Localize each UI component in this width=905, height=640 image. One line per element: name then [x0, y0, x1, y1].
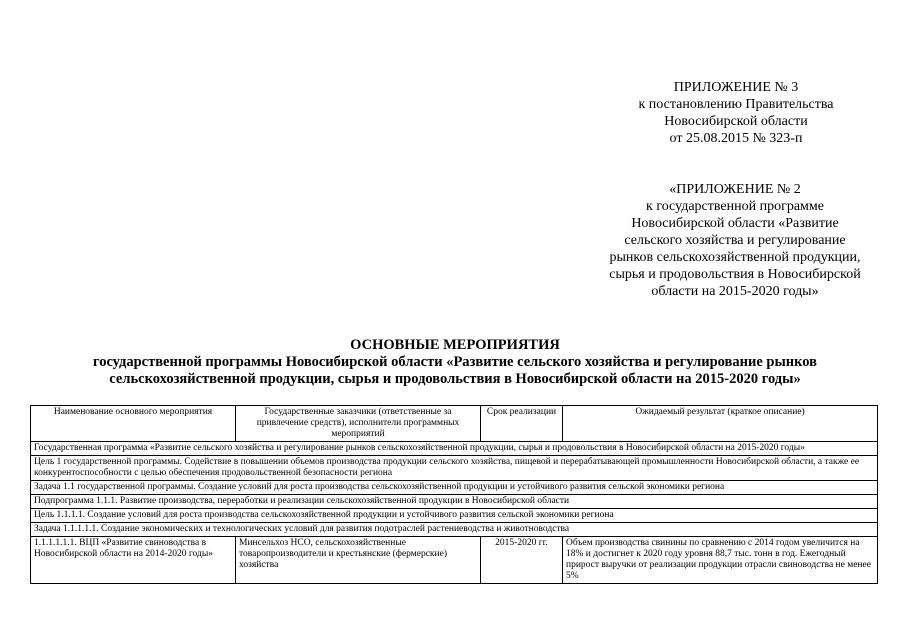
- appendix-3-line: ПРИЛОЖЕНИЕ № 3: [673, 80, 799, 95]
- table-row: [31, 495, 878, 509]
- title-line-2: государственной программы Новосибирской области «Развитие сельского хозяйства и регулирование рынков: [92, 354, 818, 370]
- subprogram-row: Подпрограмма 1.1.1. Развитие производства, переработки и реализации сельскохозяйственной продукции в Новосибирской области: [31, 495, 878, 509]
- program-row: Государственная программа «Развитие сельского хозяйства и регулирование рынков сельскохозяйственной продукции, сырья и продовольствия в Новосибирской области на 2015-2020 годы»: [31, 442, 878, 456]
- activities-table: [30, 405, 878, 584]
- appendix-2-line: к государственной программе: [646, 199, 824, 214]
- appendix-3-header: [600, 79, 872, 147]
- header-expected-result: Ожидаемый результат (краткое описание): [563, 406, 878, 442]
- subgoal-row: Цель 1.1.1.1. Создание условий для роста производства сельскохозяйственной продукции и устойчивого развития сельской экономики региона: [31, 509, 878, 523]
- expected-result-cell: Объем производства свинины по сравнению с 2014 годом увеличится на 18% и достигнет к 2020 году уровня 88,7 тыс. тонн в год. Ежегодный прирост выручки от реализации продукции отрасли свиноводства не менее 5%: [563, 537, 878, 584]
- period-cell: 2015-2020 гг.: [481, 537, 563, 584]
- appendix-2-line: сельского хозяйства и регулирование: [624, 233, 846, 248]
- header-customers: Государственные заказчики (ответственные за привлечение средств), исполнители программных мероприятий: [236, 406, 481, 442]
- appendix-3-line: к постановлению Правительства: [638, 97, 834, 112]
- table-row: [31, 537, 878, 584]
- header-period: Срок реализации: [481, 406, 563, 442]
- table-row: [31, 509, 878, 523]
- subtask-row: Задача 1.1.1.1.1. Создание экономических и технологических условий для развития подотраслей растениеводства и животноводства: [31, 523, 878, 537]
- appendix-2-line: рынков сельскохозяйственной продукции,: [609, 250, 861, 265]
- customers-cell: Минсельхоз НСО, сельскохозяйственные товаропроизводители и крестьянские (фермерские) хозяйства: [236, 537, 481, 584]
- document-title: [40, 337, 870, 388]
- appendix-2-line: сырья и продовольствия в Новосибирской: [609, 267, 861, 282]
- header-activity-name: Наименование основного мероприятия: [31, 406, 236, 442]
- appendix-3-line: от 25.08.2015 № 323-п: [669, 131, 803, 146]
- table-row: [31, 442, 878, 456]
- appendix-2-line: «ПРИЛОЖЕНИЕ № 2: [669, 182, 801, 197]
- title-line-3: сельскохозяйственной продукции, сырья и продовольствия в Новосибирской области на 2015-2020 годы»: [109, 371, 801, 387]
- appendix-3-line: Новосибирской области: [664, 114, 808, 129]
- task-row: Задача 1.1 государственной программы. Создание условий для роста производства сельскохозяйственной продукции и устойчивого развития сельской экономики региона: [31, 481, 878, 495]
- title-line-1: ОСНОВНЫЕ МЕРОПРИЯТИЯ: [350, 337, 560, 353]
- goal-row: Цель 1 государственной программы. Содействие в повышении объемов производства продукции сельского хозяйства, пищевой и перерабатывающей промышленности Новосибирской области, а также ее конкурентоспособности с целью обеспечения продовольственной безопасности региона: [31, 456, 878, 481]
- appendix-2-line: Новосибирской области «Развитие: [631, 216, 839, 231]
- table-header-row: [31, 406, 878, 442]
- table-row: [31, 523, 878, 537]
- appendix-2-line: области на 2015-2020 годы»: [651, 284, 819, 299]
- appendix-2-header: [580, 181, 890, 300]
- activity-name-cell: 1.1.1.1.1.1. ВЦП «Развитие свиноводства в Новосибирской области на 2014-2020 годы»: [31, 537, 236, 584]
- table-row: [31, 481, 878, 495]
- table-row: [31, 456, 878, 481]
